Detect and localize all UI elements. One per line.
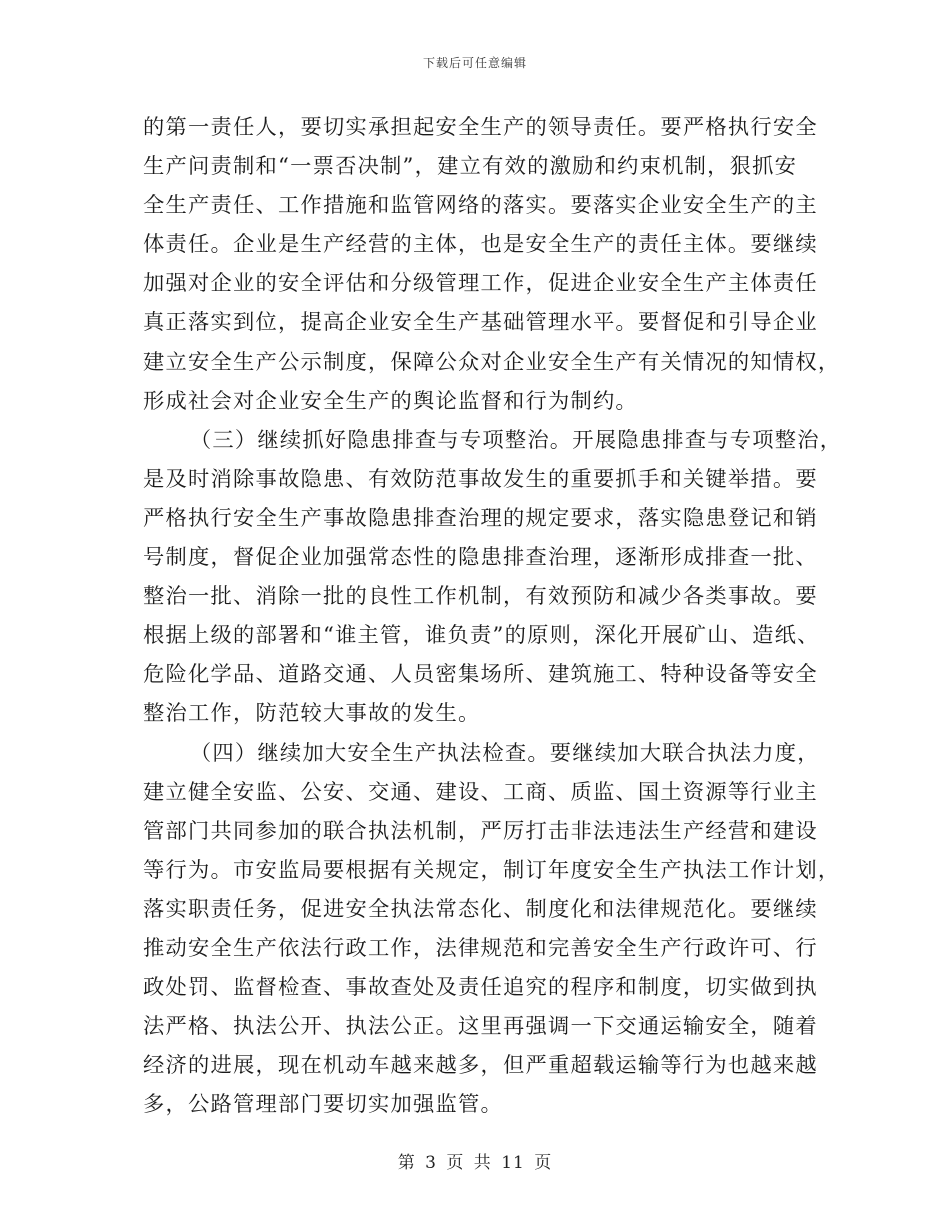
text-line: 严格执行安全生产事故隐患排查治理的规定要求，落实隐患登记和销 (143, 505, 818, 531)
text-line: 等行为。市安监局要根据有关规定，制订年度安全生产执法工作计划， (143, 857, 841, 883)
paragraph-3 (143, 734, 841, 1125)
text-line: 法严格、执法公开、执法公正。这里再强调一下交通运输安全，随着 (143, 1014, 818, 1040)
text-line: 多，公路管理部门要切实加强监管。 (143, 1092, 503, 1118)
text-line: 建立健全安监、公安、交通、建设、工商、质监、国土资源等行业主 (143, 779, 818, 805)
text-line: 政处罚、监督检查、事故查处及责任追究的程序和制度，切实做到执 (143, 975, 818, 1001)
text-line: 的第一责任人，要切实承担起安全生产的领导责任。要严格执行安全 (143, 115, 818, 140)
text-line: 号制度，督促企业加强常态性的隐患排查治理，逐渐形成排查一批、 (143, 545, 818, 571)
text-line: 整治一批、消除一批的良性工作机制，有效预防和减少各类事故。要 (143, 584, 818, 610)
text-line: 加强对企业的安全评估和分级管理工作，促进企业安全生产主体责任 (143, 271, 818, 297)
text-line: 整治工作，防范较大事故的发生。 (143, 701, 481, 727)
text-line: 真正落实到位，提高企业安全生产基础管理水平。要督促和引导企业 (143, 310, 818, 336)
text-line: 推动安全生产依法行政工作，法律规范和完善安全生产行政许可、行 (143, 935, 818, 961)
text-line: 经济的进展，现在机动车越来越多，但严重超载运输等行为也越来越 (143, 1053, 818, 1079)
text-line: 根据上级的部署和“谁主管，谁负责”的原则，深化开展矿山、造纸、 (143, 623, 820, 649)
text-line: 落实职责任务，促进安全执法常态化、制度化和法律规范化。要继续 (143, 896, 818, 922)
page-header-note: 下载后可任意编辑 (422, 56, 527, 70)
text-line: 形成社会对企业安全生产的舆论监督和行为制约。 (143, 388, 638, 414)
text-line: 生产问责制和“一票否决制”，建立有效的激励和约束机制，狠抓安 (143, 154, 798, 180)
paragraph-2 (143, 421, 843, 734)
text-line: 建立安全生产公示制度，保障公众对企业安全生产有关情况的知情权， (143, 349, 841, 375)
paragraph-1 (143, 108, 841, 421)
text-line: 危险化学品、道路交通、人员密集场所、建筑施工、特种设备等安全 (143, 662, 818, 688)
text-line: 体责任。企业是生产经营的主体，也是安全生产的责任主体。要继续 (143, 232, 818, 258)
text-line: （三）继续抓好隐患排查与专项整治。开展隐患排查与专项整治， (189, 427, 843, 453)
text-line: （四）继续加大安全生产执法检查。要继续加大联合执法力度， (189, 740, 820, 766)
text-line: 是及时消除事故隐患、有效防范事故发生的重要抓手和关键举措。要 (143, 466, 818, 492)
text-line: 管部门共同参加的联合执法机制，严厉打击非法违法生产经营和建设 (143, 818, 818, 844)
page-number-footer: 第 3 页 共 11 页 (397, 1153, 553, 1173)
document-body (143, 108, 843, 1124)
text-line: 全生产责任、工作措施和监管网络的落实。要落实企业安全生产的主 (143, 193, 818, 219)
